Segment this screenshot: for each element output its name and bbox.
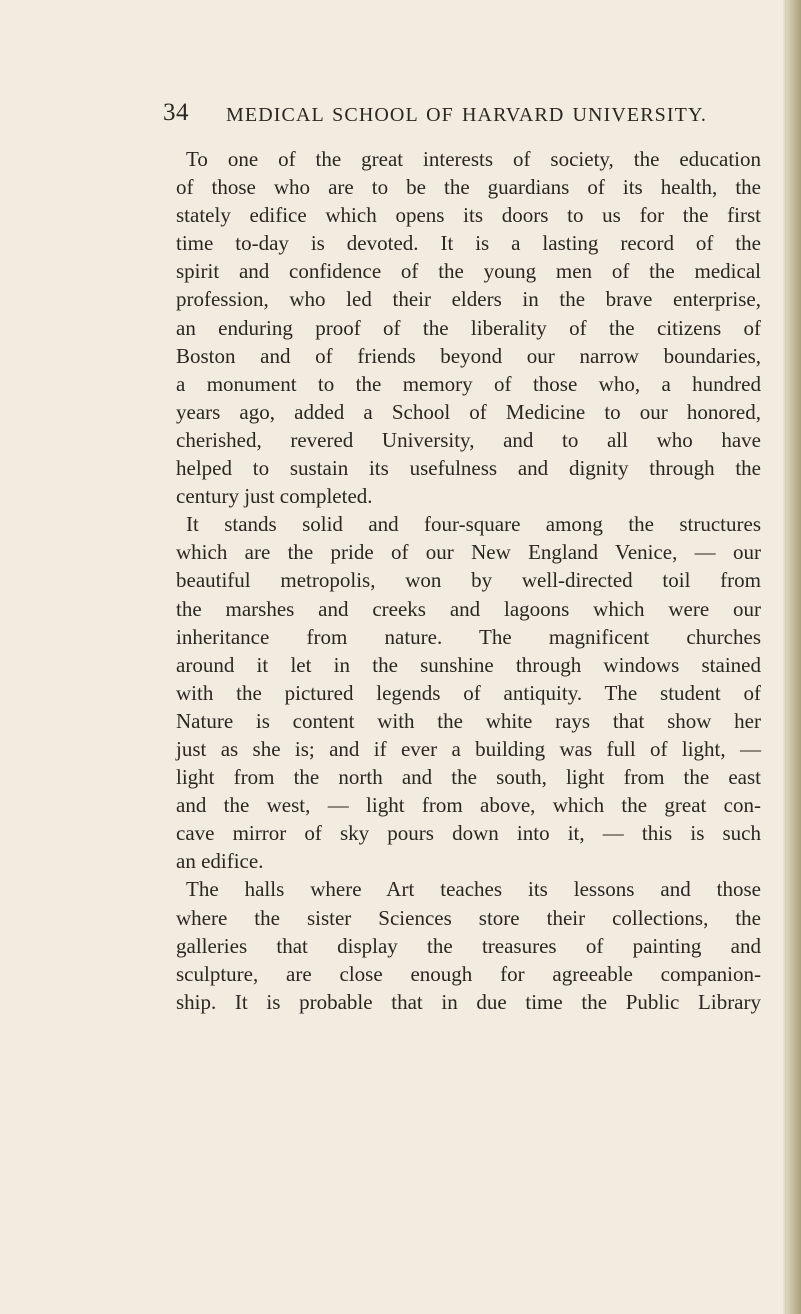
text-line: with the pictured legends of antiquity. The student of xyxy=(176,680,761,705)
text-line: beautiful metropolis, won by well-directed toil from xyxy=(176,568,761,593)
text-line: an enduring proof of the liberality of the citizens of xyxy=(176,315,761,340)
text-line: To one of the great interests of society, the education xyxy=(186,147,761,171)
text-line: helped to sustain its usefulness and dignity through the xyxy=(176,456,761,481)
text-line: around it let in the sunshine through windows stained xyxy=(176,652,761,677)
text-line: It stands solid and four-square among the structures xyxy=(186,512,761,537)
text-line: of those who are to be the guardians of its health, the xyxy=(176,175,761,200)
text-line: inheritance from nature. The magnificent churches xyxy=(176,624,761,649)
text-line: which are the pride of our New England Venice, — our xyxy=(176,540,761,565)
text-line: light from the north and the south, light from the east xyxy=(176,765,761,790)
text-line: century just completed. xyxy=(176,484,373,509)
text-line: Boston and of friends beyond our narrow boundaries, xyxy=(176,343,761,368)
running-head: MEDICAL SCHOOL OF HARVARD UNIVERSITY. xyxy=(226,104,708,126)
text-line: cherished, revered University, and to all who have xyxy=(176,427,761,452)
text-line: an edifice. xyxy=(176,849,264,874)
text-line: and the west, — light from above, which the great con- xyxy=(176,793,761,818)
text-line: time to-day is devoted. It is a lasting record of the xyxy=(176,231,761,256)
text-line: sculpture, are close enough for agreeable companion- xyxy=(176,961,761,986)
text-line: galleries that display the treasures of painting and xyxy=(176,933,761,958)
page-number: 34 xyxy=(163,99,189,126)
text-line: profession, who led their elders in the brave enterprise, xyxy=(176,287,761,312)
page-header xyxy=(0,96,801,130)
page-edge-shadow xyxy=(783,0,801,1314)
text-line: Nature is content with the white rays that show her xyxy=(176,708,761,733)
text-line: years ago, added a School of Medicine to our honored, xyxy=(176,399,761,424)
text-line: cave mirror of sky pours down into it, — this is such xyxy=(176,821,761,846)
text-line: stately edifice which opens its doors to us for the first xyxy=(176,203,761,228)
text-line: just as she is; and if ever a building was full of light, — xyxy=(176,736,761,761)
text-line: spirit and confidence of the young men of the medical xyxy=(176,259,761,284)
text-line: a monument to the memory of those who, a hundred xyxy=(176,371,761,396)
text-line: where the sister Sciences store their collections, the xyxy=(176,905,761,930)
text-line: ship. It is probable that in due time the Public Library xyxy=(176,989,761,1014)
body-text xyxy=(176,145,761,1016)
text-line: The halls where Art teaches its lessons and those xyxy=(186,877,761,902)
text-line: the marshes and creeks and lagoons which were our xyxy=(176,596,761,621)
